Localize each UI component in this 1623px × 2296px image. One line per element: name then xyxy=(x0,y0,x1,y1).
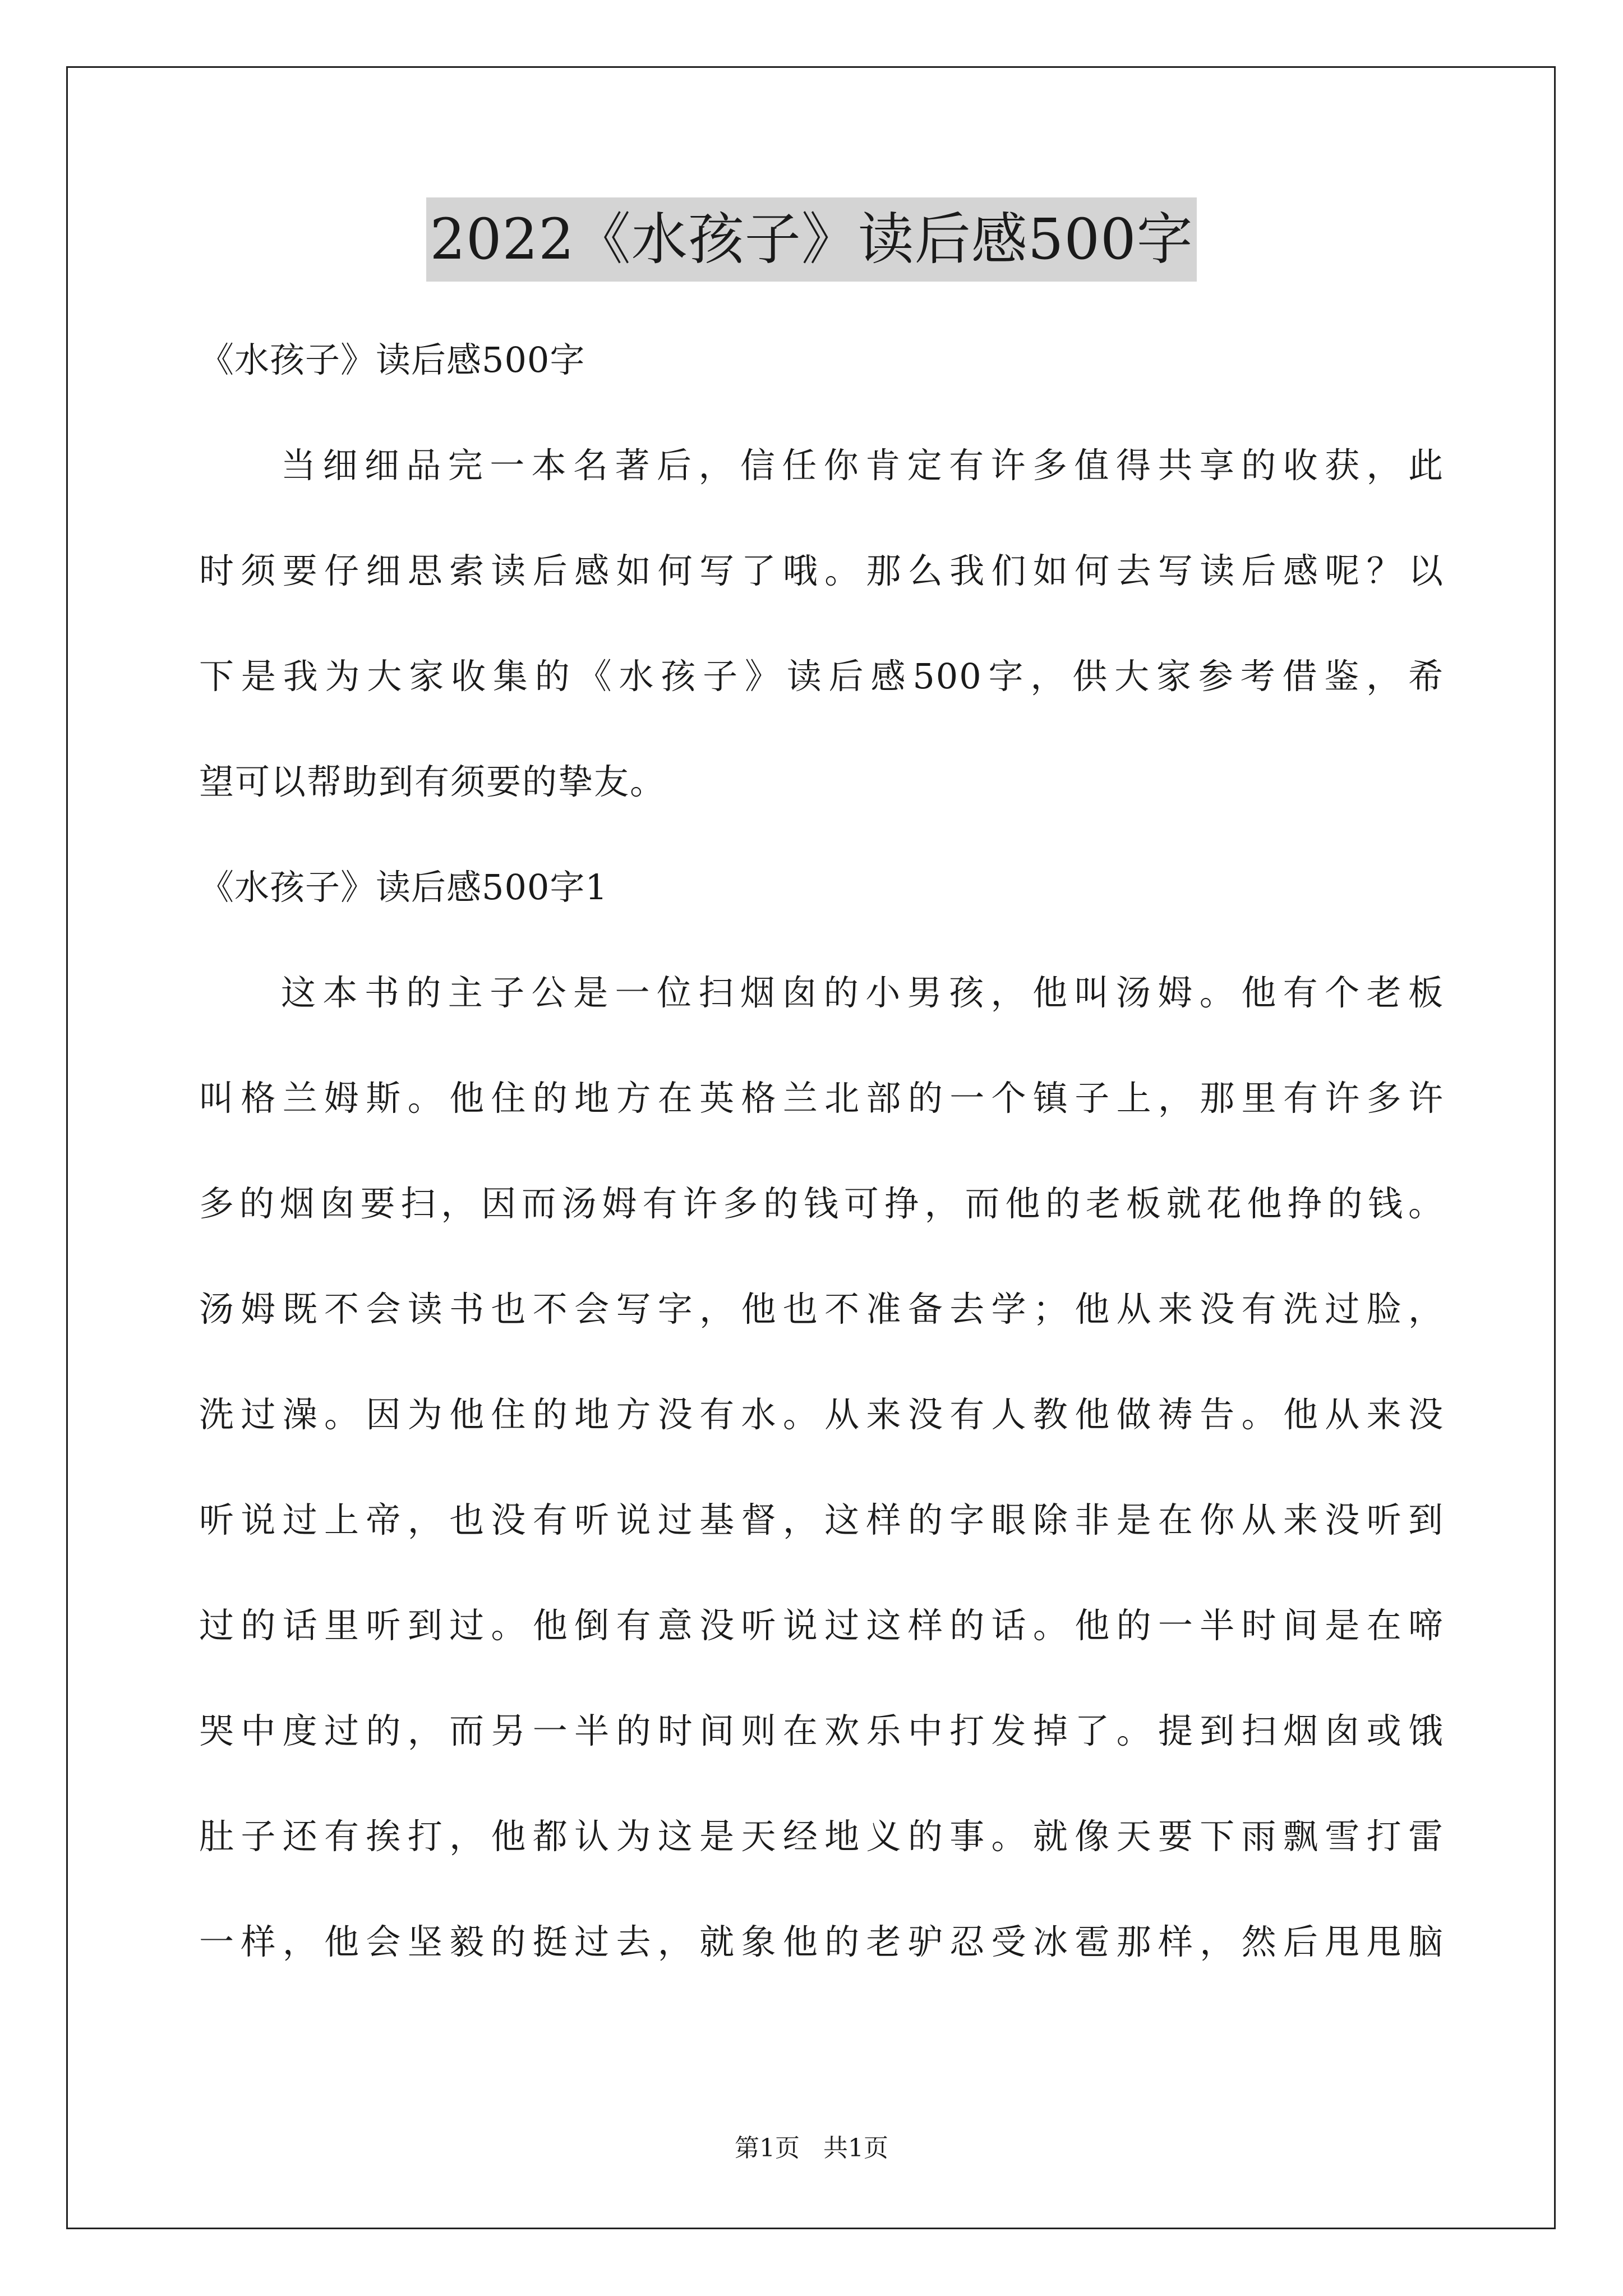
intro-line: 望可以帮助到有须要的挚友。 xyxy=(199,761,666,802)
document-title: 2022《水孩子》读后感500字 xyxy=(426,197,1196,282)
section-heading: 《水孩子》读后感500字1 xyxy=(199,867,608,908)
body-line: 叫格兰姆斯。他住的地方在英格兰北部的一个镇子上，那里有许多许 xyxy=(199,1078,1444,1119)
body-line: 听说过上帝，也没有听说过基督，这样的字眼除非是在你从来没听到 xyxy=(199,1499,1444,1540)
page-footer xyxy=(0,2132,1623,2165)
body-line: 肚子还有挨打，他都认为这是天经地义的事。就像天要下雨飘雪打雷 xyxy=(199,1816,1444,1857)
body-line: 洗过澡。因为他住的地方没有水。从来没有人教他做祷告。他从来没 xyxy=(199,1394,1444,1435)
body-line: 过的话里听到过。他倒有意没听说过这样的话。他的一半时间是在啼 xyxy=(199,1605,1444,1646)
body-line: 汤姆既不会读书也不会写字，他也不准备去学；他从来没有洗过脸， xyxy=(199,1289,1444,1329)
section-heading: 《水孩子》读后感500字 xyxy=(199,339,585,380)
body-line: 多的烟囱要扫，因而汤姆有许多的钱可挣，而他的老板就花他挣的钱。 xyxy=(199,1183,1444,1224)
body-line: 这本书的主子公是一位扫烟囱的小男孩，他叫汤姆。他有个老板 xyxy=(281,972,1444,1013)
body-line: 一样，他会坚毅的挺过去，就象他的老驴忍受冰雹那样，然后甩甩脑 xyxy=(199,1921,1444,1962)
document-body xyxy=(199,307,1444,1995)
body-line: 哭中度过的，而另一半的时间则在欢乐中打发掉了。提到扫烟囱或饿 xyxy=(199,1710,1444,1751)
intro-line: 下是我为大家收集的《水孩子》读后感500字，供大家参考借鉴，希 xyxy=(199,656,1444,697)
page-number: 第1页 xyxy=(735,2134,800,2162)
title-container xyxy=(0,197,1623,282)
page-total: 共1页 xyxy=(823,2134,888,2162)
intro-line: 当细细品完一本名著后，信任你肯定有许多值得共享的收获，此 xyxy=(281,445,1444,486)
intro-line: 时须要仔细思索读后感如何写了哦。那么我们如何去写读后感呢？以 xyxy=(199,550,1444,591)
